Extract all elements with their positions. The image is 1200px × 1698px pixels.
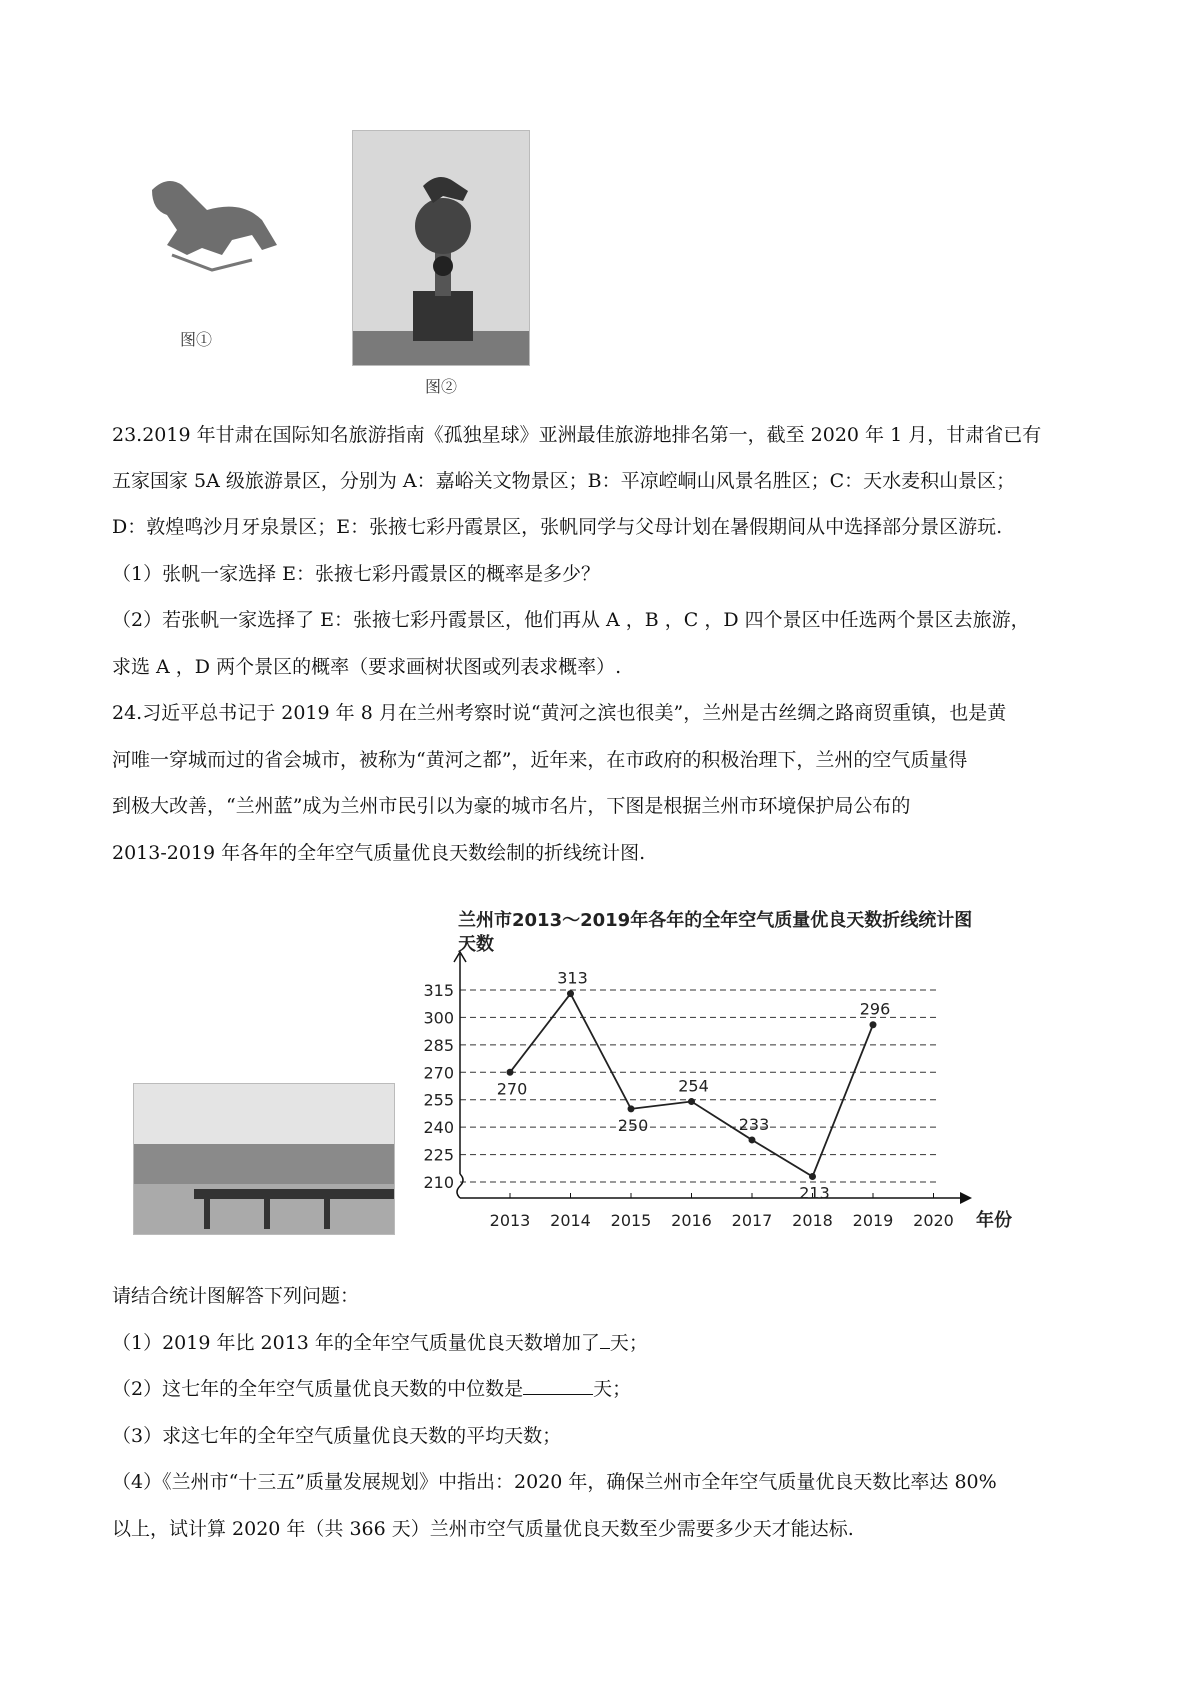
q24-sub-2-unit: 天； <box>593 1378 632 1400</box>
y-tick-label-285: 285 <box>423 1035 454 1055</box>
q24-line-3: 到极大改善，“兰州蓝”成为兰州市民引以为豪的城市名片，下图是根据兰州市环境保护局公布的 <box>112 795 911 817</box>
x-axis-label: 年份 <box>976 1210 1012 1231</box>
q23-line-2: 五家国家 5A 级旅游景区，分别为 A：嘉峪关文物景区；B：平凉崆峒山风景名胜区；C：天水麦积山景区； <box>112 470 1016 492</box>
x-tick-label-2015: 2015 <box>610 1211 652 1230</box>
data-label-2014: 313 <box>557 968 588 988</box>
q24-sub-1 <box>112 1328 648 1355</box>
q24-sub-4-line-1: （4）《兰州市“十三五”质量发展规划》中指出：2020 年，确保兰州市全年空气质量优良天数比率达 80% <box>112 1471 997 1493</box>
chart-title: 兰州市2013～2019年各年的全年空气质量优良天数折线统计图 <box>458 910 973 931</box>
y-tick-label-225: 225 <box>423 1145 454 1165</box>
line-chart <box>410 898 1110 1250</box>
q23-line-1: 23.2019 年甘肃在国际知名旅游指南《孤独星球》亚洲最佳旅游地排名第一，截至 2020 年 1 月，甘肃省已有 <box>112 424 1042 446</box>
data-point-2018 <box>809 1173 816 1180</box>
data-label-2013: 270 <box>496 1079 528 1099</box>
figure-2-caption: 图② <box>425 377 458 396</box>
x-tick-label-2016: 2016 <box>671 1211 712 1230</box>
q24-sub-4-line-2: 以上，试计算 2020 年（共 366 天）兰州市空气质量优良天数至少需要多少天才能达标. <box>112 1518 854 1540</box>
data-point-2016 <box>688 1098 695 1105</box>
chart-ylabel: 天数 <box>458 934 494 955</box>
q24-sub-2-text: （2）这七年的全年空气质量优良天数的中位数是 <box>112 1378 524 1400</box>
data-point-2013 <box>507 1069 514 1076</box>
y-tick-label-270: 270 <box>423 1063 454 1083</box>
q23-sub-1: （1）张帆一家选择 E：张掖七彩丹霞景区的概率是多少？ <box>112 563 600 585</box>
x-tick-label-2014: 2014 <box>550 1211 591 1230</box>
q24-line-1: 24.习近平总书记于 2019 年 8 月在兰州考察时说“黄河之滨也很美”，兰州是古丝绸之路商贸重镇，也是黄 <box>112 702 1007 724</box>
x-tick-label-2019: 2019 <box>852 1211 894 1230</box>
y-tick-label-300: 300 <box>423 1008 454 1028</box>
bridge-photo <box>133 1083 395 1235</box>
y-axis-break <box>457 1174 463 1198</box>
y-tick-label-255: 255 <box>423 1090 454 1110</box>
x-tick-label-2017: 2017 <box>731 1211 773 1230</box>
x-tick-label-2013: 2013 <box>489 1211 531 1230</box>
bridge-icon <box>134 1084 395 1235</box>
y-tick-label-315: 315 <box>423 981 454 1000</box>
data-label-2016: 254 <box>678 1076 709 1096</box>
data-label-2015: 250 <box>617 1115 649 1135</box>
q24-sub-1-text: （1）2019 年比 2013 年的全年空气质量优良天数增加了 <box>112 1332 600 1354</box>
x-tick-label-2020: 2020 <box>913 1211 954 1230</box>
q23-line-3: D：敦煌鸣沙月牙泉景区；E：张掖七彩丹霞景区，张帆同学与父母计划在暑假期间从中选择部分景区游玩. <box>112 516 1003 538</box>
q23-sub-2-line-1: （2）若张帆一家选择了 E：张掖七彩丹霞景区，他们再从 A ，B ，C ，D 四个景区中任选两个景区去旅游， <box>112 609 1030 631</box>
monument-icon <box>353 131 530 366</box>
x-tick-label-2018: 2018 <box>792 1211 833 1230</box>
q24-prompt: 请结合统计图解答下列问题： <box>112 1285 360 1307</box>
q24-sub-3: （3）求这七年的全年空气质量优良天数的平均天数； <box>112 1425 562 1447</box>
q24-sub-1-unit: 天； <box>609 1332 648 1354</box>
q24-line-4: 2013-2019 年各年的全年空气质量优良天数绘制的折线统计图. <box>112 842 646 864</box>
data-label-2017: 233 <box>738 1114 770 1134</box>
q23-sub-2-line-2: 求选 A ，D 两个景区的概率（要求画树状图或列表求概率）. <box>112 656 622 678</box>
figure-1-caption: 图① <box>180 330 213 349</box>
data-point-2015 <box>628 1105 635 1112</box>
answer-blank-1[interactable] <box>600 1330 610 1349</box>
data-label-2018: 213 <box>799 1183 830 1203</box>
answer-blank-2[interactable] <box>523 1376 593 1395</box>
y-tick-label-240: 240 <box>423 1118 454 1138</box>
q24-sub-2 <box>112 1374 631 1401</box>
data-point-2014 <box>567 990 574 997</box>
x-axis-arrow <box>960 1192 972 1204</box>
q24-line-2: 河唯一穿城而过的省会城市，被称为“黄河之都”，近年来，在市政府的积极治理下，兰州的空气质量得 <box>112 749 968 771</box>
bronze-horse-icon <box>112 160 292 275</box>
figure-2-monument-photo <box>352 130 530 366</box>
figure-1-horse-photo <box>112 160 292 275</box>
data-point-2017 <box>749 1136 756 1143</box>
data-label-2019: 296 <box>859 999 891 1019</box>
y-tick-label-210: 210 <box>423 1173 454 1192</box>
data-point-2019 <box>870 1021 877 1028</box>
